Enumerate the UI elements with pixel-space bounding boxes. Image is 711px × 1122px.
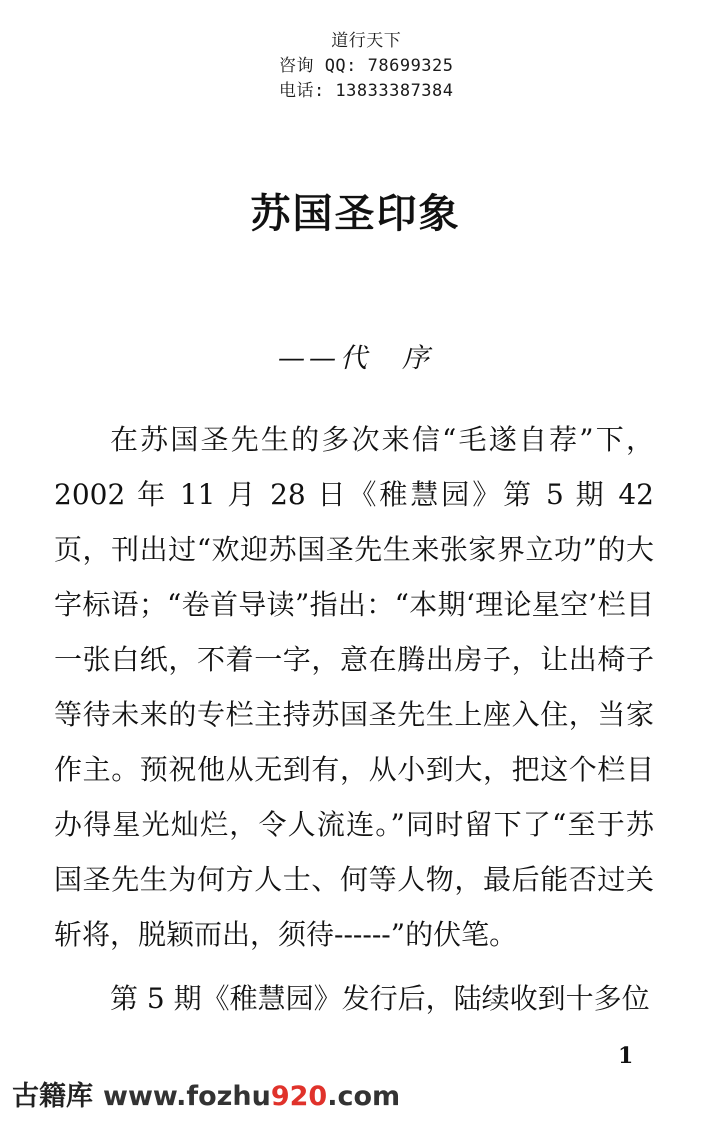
- document-subtitle: ——代 序: [278, 343, 433, 374]
- header-phone: 电话: 13833387384: [278, 81, 454, 101]
- footer-watermark: [12, 1074, 400, 1113]
- body-text: [54, 412, 654, 1026]
- footer-url-number: 920: [270, 1081, 328, 1112]
- footer-library: 古籍库: [12, 1081, 93, 1112]
- header-qq: 咨询 QQ: 78699325: [278, 56, 454, 76]
- footer-url-prefix: www.fozhu: [103, 1081, 271, 1112]
- page-header: [0, 6, 711, 101]
- paragraph: 第 5 期《稚慧园》发行后，陆续收到十多位: [110, 982, 650, 1015]
- paragraph: 在苏国圣先生的多次来信“毛遂自荐”下，2002 年 11 月 28 日《稚慧园》第 5 期 42 页，刊出过“欢迎苏国圣先生来张家界立功”的大字标语；“卷首导读”指出：“本期‘理论星空’栏目一张白纸，不着一字，意在腾出房子，让出椅子等待未来的专栏主持苏国圣先生上座入住，当家作主。预祝他从无到有，从小到大，把这个栏目办得星光灿烂，令人流连。”同时留下了“至于苏国圣先生为何方人士、何等人物，最后能否过关斩将，脱颖而出，须待------”的伏笔。: [54, 423, 654, 951]
- footer-url-suffix: .com: [327, 1081, 401, 1112]
- page-number: 1: [618, 1043, 634, 1069]
- document-title: 苏国圣印象: [250, 191, 461, 237]
- header-site: 道行天下: [331, 31, 402, 51]
